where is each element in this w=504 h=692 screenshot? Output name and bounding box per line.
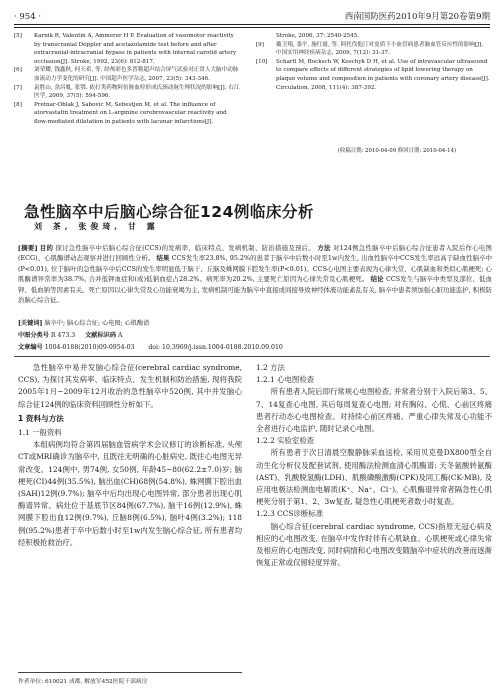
reference-item: [6] 刘荣耀, 钱鑫秋, 何天希, 等. 经颅彩色多普勒超声结合屏气试验对正常人大脑中动脉血流动力学变化的研究[J]. 中国超声医学杂志, 2007, 23(5): 343-346. (14, 67, 239, 82)
body-left-column (18, 362, 242, 549)
classification (18, 330, 492, 339)
subsection-heading: 1.2 方法 (256, 363, 285, 372)
clc-value: R 473.3 (50, 332, 76, 339)
received-date: (收稿日期: 2010-04-09 修回日期: 2010-04-14) (337, 148, 457, 154)
subsection-heading: 1.2.3 CCS诊断标准 (256, 509, 324, 519)
abstract-label: [摘要] (18, 244, 38, 252)
journal-name: 西南国防医药2010年9月第20卷第9期 (344, 12, 490, 22)
abstract (18, 243, 492, 305)
references-left (14, 32, 242, 127)
subsection-heading: 1.1 一般资料 (18, 428, 62, 438)
keywords (18, 318, 492, 327)
method-text: 对124例急性脑卒中后脑心综合征患者入院后作心电图(ECG)、心肌酶谱动态观察并进行回顾性分析。 (18, 244, 492, 263)
clc-label: 中图分类号 (18, 332, 49, 339)
article-title: 急性脑卒中后脑心综合征124例临床分析 (24, 203, 314, 221)
header-rule-thin (14, 27, 490, 28)
body-right-column (256, 362, 492, 569)
header-rule (14, 24, 490, 25)
conclusion-text: CCS发生与脑卒中类型及部位、低血钾、低血钠等因素有关。死亡原因以心律失常及心功能衰竭为主, 发病机制可能为脑卒中直接或间接导致神经体液功能紊乱有关, 脑卒中患者须加强心脏功能监护, 积极防治脑心综合征。 (18, 275, 492, 305)
reference-item: [7] 袁胜山, 余昌胤, 张鄂. 依打类药物阿倍脉血栓形成氏颈动脉生理状况的影响[J]. 右江医学, 2009, 37(5): 594-596. (14, 84, 240, 100)
criteria-paragraph: 脑心综合征(cerebral cardiac syndrome, CCS)指原无冠心病及相应的心电图改变, 在脑卒中发作时伴有心肌缺血、心肌梗死或心律失常及相应的心电图改变, 同时病情和心电图改变随脑卒中症状的改善而逐渐恢复正常或仅留轻度异常。 (256, 521, 492, 568)
running-header (14, 6, 490, 22)
reference-item: Stroke, 2006, 37: 2540-2545. (276, 33, 360, 39)
doc-value: A (118, 332, 123, 339)
reference-item: [8] Pretnar-Oblak J, Sabovic M, Sebestjen M, et al. The influence of atorvastatin treatment on L-arginine cerebrovascular reactivity and flow-mediated dilatation in patients with lacunar infarctions[J]. (14, 101, 227, 125)
objective-text: 探讨急性脑卒中后脑心综合征(CCS)的发病率、临床特点、发病机制、防治措施及预后。 (55, 244, 316, 252)
reference-item: [10] Schartl M, Bocksch W, Koschyk D H, et al. Use of intravascular ultrasound to compare effects of different strategies of lipid lowering therapy on plaque volume and composition in patients with coronary artery disease[J]. Circulation, 2008, 111(4): 387-392. (256, 58, 490, 91)
lab-paragraph: 所有患者于次日清晨空腹静脉采血送检, 采用贝克曼DX800型全自动生化分析仪及配套试剂, 使用酶法检测血清心肌酶谱: 天冬氨酸转氨酶(AST)、乳酸脱氢酶(LDH)、肌酸磷酸激酶(CPK)及同工酶(CK-MB), 及应用电极法检测血电解质(K⁺、Na⁺、Cl⁻)。心肌酶谱异常者隔急性心肌梗死分别于第1、2、3w复查, 疑急性心肌梗死者数小时复查。 (256, 448, 492, 507)
doi: doi: 10.3969/j.issn.1004-0188.2010.09.010 (148, 344, 283, 351)
conclusion-heading: 结论 (370, 275, 384, 284)
keywords-text: 脑卒中; 脑心综合征; 心电图; 心肌酶谱 (44, 320, 150, 327)
doc-label: 文献标识码 (85, 332, 117, 339)
method-heading: 方法 (317, 244, 331, 252)
article-authors: 刘 茶, 张俊琦, 甘 露 (34, 221, 159, 231)
result-heading: 结果 (156, 254, 170, 263)
subsection-heading: 1.2.2 实验室检查 (256, 436, 315, 446)
page-number: · 954 · (14, 12, 42, 22)
section-heading: 1 资料与方法 (18, 413, 64, 423)
abstract-separator (14, 356, 490, 357)
article-label: 文章编号 (18, 344, 43, 351)
objective-heading: 目的 (39, 244, 54, 252)
article-ids (18, 342, 492, 351)
author-affiliation: 作者单位: 610021 成都, 解放军452医院干部病房 (18, 672, 242, 685)
keywords-label: [关键词] (18, 320, 43, 327)
references-right (256, 32, 490, 92)
ecg-paragraph: 所有患者入院后即行常规心电图检查, 并常者分别于入院后第3、5、7、14复查心电图, 其后每周复查心电图; 对有胸闷、心慌、心前区疼痛患者行动态心电图检查。对持续心前区疼痛、严重心律失常及心功能不全者进行心电监护, 随时记录心电图。 (256, 387, 492, 434)
reference-item: [5] Karnik R, Valentin A, Ammerer H P. Evaluation of vasomotor reactivity by transcranial Doppler and acetazolamide test before and after extracranial-intracranial bypass in patients with internal carotid artery occlusion[J]. Stroke, 1992, 23(6): 812-817. (14, 33, 237, 65)
subsection-heading: 1.2.1 心电图检查 (256, 375, 315, 385)
reference-item: [9] 戴卫翔, 娄平, 施红霞, 等. 阿托伐他汀对皮质下小血管病患者脑血管反应性的影响[J]. 中国实用神经疾病杂志, 2009, 7(12): 31-37. (256, 41, 484, 57)
general-data-paragraph: 本组病例均符合第四届脑血管病学术会议修订的诊断标准, 头颅CT或MRI确诊为脑卒中, 且既往无明确的心脏病史, 既往心电图无异常改变。124例中, 男74例, 女50例, 年龄45~80(62.2±7.0)岁; 脑梗死(CI)44例(35.5%), 脑出血(CH)68例(54.8%), 蛛网膜下腔出血(SAH)12例(9.7%); 脑卒中后均出现心电图异常, 部分患者出现心肌酶谱异常。病灶位于基底节区84例(67.7%), 脑干16例(12.9%), 蛛网膜下腔出血12例(9.7%), 丘脑8例(6.5%), 脑叶4例(3.2%); 118例(95.2%)患者于卒中后数小时至1w内发生脑心综合征, 所有患者均经积极抢救治疗。 (18, 440, 242, 547)
result-text: CCS发生率23.8%, 95.2%的患者于脑卒中后数小时至1w内发生, 出血性脑卒中CCS发生率远高于缺血性脑卒中(P<0.01), 位于脑叶的急性脑卒中后CCS的发生率明显低于脑干、丘脑及蛛网膜下腔发生率(P<0.01)。CCS心电图主要表现为心律失常、心肌缺血和类似心肌梗死; 心肌酶谱异常率为38.7%, 合并低钾血症和(或)低钠血症占28.2%。病死率为20.2%, 主要死亡原因为心律失常及心肌梗死。 (18, 254, 492, 284)
intro-paragraph: 急性脑卒中易并发脑心综合征(cerebral cardiac syndrome, CCS), 为探讨其发病率、临床特点、发生机制和防治措施, 现将我院2005年1月~2009年12月收治的急性脑卒中520例, 其中并发脑心综合征124例的临床资料回顾性分析如下。 (18, 363, 242, 409)
article-number: 1004-0188(2010)09-0954-03 (44, 344, 135, 351)
